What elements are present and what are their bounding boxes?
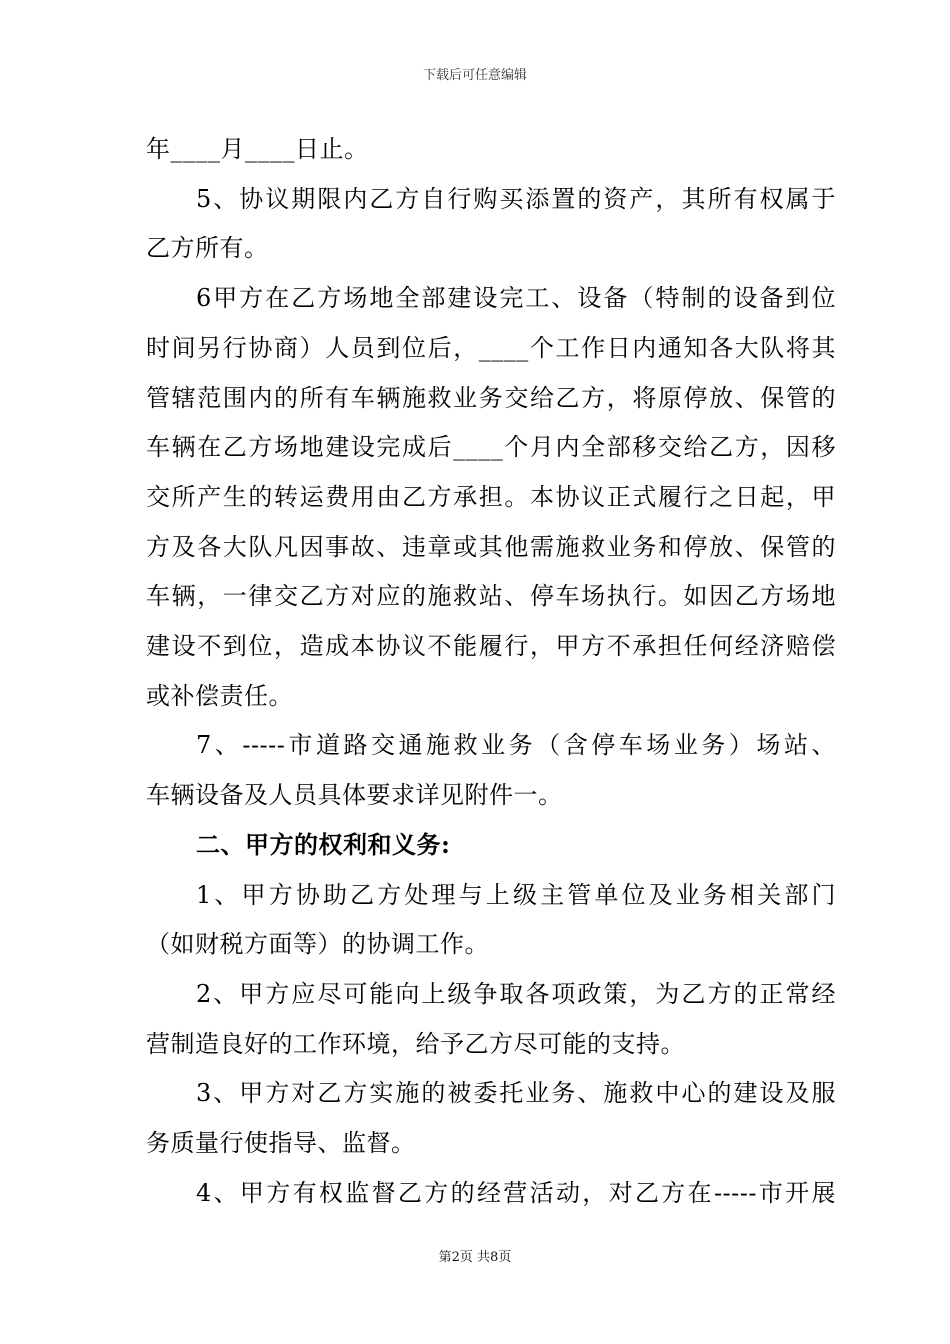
body-line: 车辆设备及人员具体要求详见附件一。 — [146, 781, 563, 809]
body-line: 车辆在乙方场地建设完成后____个月内全部移交给乙方，因移 — [146, 433, 836, 461]
body-line: 2、甲方应尽可能向上级争取各项政策，为乙方的正常经 — [196, 980, 836, 1008]
body-line: 7、-----市道路交通施救业务（含停车场业务）场站、 — [196, 731, 836, 759]
body-line: 建设不到位，造成本协议不能履行，甲方不承担任何经济赔偿 — [146, 632, 836, 660]
body-line: 时间另行协商）人员到位后，____个工作日内通知各大队将其 — [146, 334, 836, 362]
body-line: 4、甲方有权监督乙方的经营活动，对乙方在-----市开展 — [196, 1179, 836, 1207]
body-line: 二、甲方的权利和义务: — [196, 830, 451, 859]
body-line: 或补偿责任。 — [146, 682, 293, 710]
body-line: 交所产生的转运费用由乙方承担。本协议正式履行之日起，甲 — [146, 483, 836, 511]
body-line: 营制造良好的工作环境，给予乙方尽可能的支持。 — [146, 1030, 685, 1058]
body-line: 1、甲方协助乙方处理与上级主管单位及业务相关部门 — [196, 881, 836, 909]
body-line: （如财税方面等）的协调工作。 — [146, 930, 489, 958]
body-line: 管辖范围内的所有车辆施救业务交给乙方，将原停放、保管的 — [146, 384, 836, 412]
body-line: 乙方所有。 — [146, 234, 269, 262]
body-line: 车辆，一律交乙方对应的施救站、停车场执行。如因乙方场地 — [146, 582, 836, 610]
body-line: 6甲方在乙方场地全部建设完工、设备（特制的设备到位 — [196, 284, 836, 312]
page-header: 下载后可任意编辑 — [422, 68, 527, 83]
body-line: 务质量行使指导、监督。 — [146, 1129, 416, 1157]
page-footer: 第2页 共8页 — [438, 1250, 512, 1265]
body-line: 年____月____日止。 — [146, 135, 369, 163]
body-line: 3、甲方对乙方实施的被委托业务、施救中心的建设及服 — [196, 1079, 836, 1107]
body-line: 方及各大队凡因事故、违章或其他需施救业务和停放、保管的 — [146, 533, 836, 561]
body-line: 5、协议期限内乙方自行购买添置的资产，其所有权属于 — [196, 185, 836, 213]
